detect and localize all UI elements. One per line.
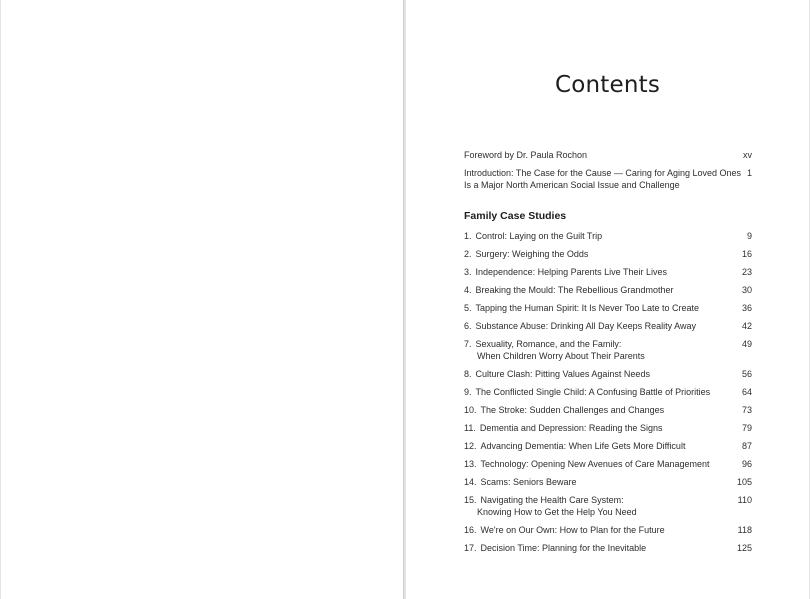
chapter-number: 15.: [464, 495, 477, 505]
chapter-number: 5.: [464, 303, 472, 313]
chapter-title: Navigating the Health Care System:: [480, 495, 624, 505]
chapter-number: 7.: [464, 339, 472, 349]
chapter-number: 14.: [464, 477, 477, 487]
toc-chapter-5[interactable]: [464, 302, 754, 314]
page-title: Contents: [554, 72, 661, 98]
toc-entry-introduction[interactable]: [464, 167, 754, 191]
toc-chapter-9[interactable]: [464, 386, 754, 398]
toc-page-number: 118: [737, 525, 752, 535]
toc-chapter-6[interactable]: [464, 320, 754, 332]
toc-chapter-7[interactable]: [464, 338, 754, 362]
toc-entry-foreword[interactable]: [464, 149, 754, 161]
chapter-title: Control: Laying on the Guilt Trip: [475, 231, 603, 241]
chapter-number: 9.: [464, 387, 472, 397]
chapter-title-continued: Knowing How to Get the Help You Need: [477, 507, 637, 517]
left-page-blank: [1, 0, 404, 599]
toc-chapter-15[interactable]: [464, 494, 754, 518]
toc-page-number: 49: [741, 339, 752, 349]
chapter-title: Substance Abuse: Drinking All Day Keeps Reality Away: [475, 321, 696, 331]
chapter-title: Breaking the Mould: The Rebellious Grandmother: [475, 285, 674, 295]
chapter-title: The Stroke: Sudden Challenges and Changes: [480, 405, 665, 415]
chapter-number: 8.: [464, 369, 472, 379]
toc-page-number: 42: [741, 321, 752, 331]
chapter-number: 16.: [464, 525, 477, 535]
chapter-title: Decision Time: Planning for the Inevitable: [480, 543, 647, 553]
toc-chapter-3[interactable]: [464, 266, 754, 278]
toc-page-number: 64: [741, 387, 752, 397]
toc-entry-title: Introduction: The Case for the Cause — Caring for Aging Loved Ones: [464, 168, 741, 178]
chapter-number: 17.: [464, 543, 477, 553]
chapter-title: Scams: Seniors Beware: [480, 477, 577, 487]
chapter-number: 3.: [464, 267, 472, 277]
toc-entry-title-continued: Is a Major North American Social Issue and Challenge: [464, 180, 680, 190]
chapter-title: Independence: Helping Parents Live Their Lives: [475, 267, 667, 277]
chapter-title: Technology: Opening New Avenues of Care Management: [480, 459, 710, 469]
toc-page-number: 87: [741, 441, 752, 451]
chapter-title-continued: When Children Worry About Their Parents: [477, 351, 645, 361]
chapter-title: Surgery: Weighing the Odds: [475, 249, 589, 259]
chapter-title: The Conflicted Single Child: A Confusing Battle of Priorities: [475, 387, 711, 397]
toc-page-number: 23: [741, 267, 752, 277]
toc-page-number: 9: [746, 231, 752, 241]
toc-page-number: 110: [737, 495, 752, 505]
chapter-title: Culture Clash: Pitting Values Against Needs: [475, 369, 650, 379]
toc-chapter-11[interactable]: [464, 422, 754, 434]
toc-chapter-14[interactable]: [464, 476, 754, 488]
toc-page-number: 105: [736, 477, 752, 487]
toc-page-number: 16: [741, 249, 752, 259]
toc-chapter-4[interactable]: [464, 284, 754, 296]
toc-entry-title: Foreword by Dr. Paula Rochon: [464, 150, 588, 160]
toc-page-number: xv: [743, 150, 752, 160]
section-heading: Family Case Studies: [464, 210, 567, 222]
toc-page-number: 1: [746, 168, 752, 178]
toc-chapter-10[interactable]: [464, 404, 754, 416]
toc-chapter-13[interactable]: [464, 458, 754, 470]
toc-page-number: 73: [741, 405, 752, 415]
chapter-title: We're on Our Own: How to Plan for the Future: [480, 525, 665, 535]
toc-chapter-2[interactable]: [464, 248, 754, 260]
chapter-number: 2.: [464, 249, 472, 259]
chapter-number: 4.: [464, 285, 472, 295]
chapter-number: 10.: [464, 405, 477, 415]
toc-chapter-1[interactable]: [464, 230, 754, 242]
chapter-number: 13.: [464, 459, 477, 469]
chapter-number: 12.: [464, 441, 477, 451]
toc-chapter-8[interactable]: [464, 368, 754, 380]
toc-page-number: 56: [741, 369, 752, 379]
chapter-title: Sexuality, Romance, and the Family:: [475, 339, 622, 349]
toc-chapter-16[interactable]: [464, 524, 754, 536]
toc-chapter-17[interactable]: [464, 542, 754, 554]
chapter-title: Tapping the Human Spirit: It Is Never Too Late to Create: [475, 303, 699, 313]
chapter-title: Advancing Dementia: When Life Gets More Difficult: [480, 441, 686, 451]
toc-page-number: 30: [741, 285, 752, 295]
toc-chapter-12[interactable]: [464, 440, 754, 452]
toc-page-number: 96: [741, 459, 752, 469]
toc-page-number: 79: [741, 423, 752, 433]
chapter-number: 11.: [464, 423, 476, 433]
chapter-title: Dementia and Depression: Reading the Signs: [479, 423, 663, 433]
toc-page-number: 125: [736, 543, 752, 553]
chapter-number: 6.: [464, 321, 472, 331]
chapter-number: 1.: [464, 231, 472, 241]
contents-page: [406, 0, 809, 599]
toc-page-number: 36: [741, 303, 752, 313]
